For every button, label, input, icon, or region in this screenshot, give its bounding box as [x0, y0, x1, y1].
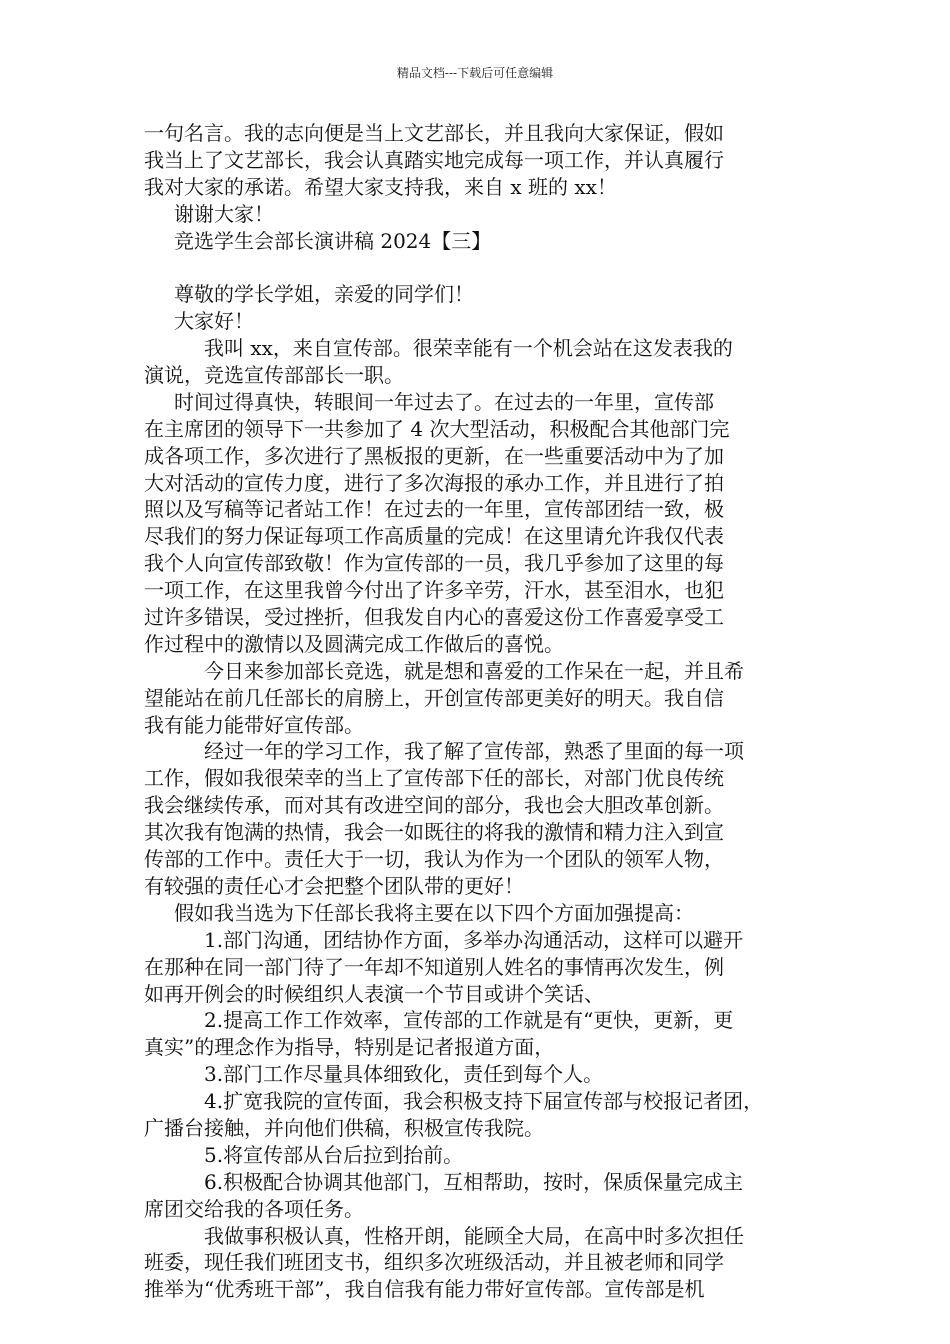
section-heading: 竞选学生会部长演讲稿 2024【三】 — [174, 228, 492, 253]
list-item: 2.提高工作工作效率，宣传部的工作就是有“更快，更新，更 — [204, 1008, 734, 1033]
list-item: 6.积极配合协调其他部门，互相帮助，按时，保质保量完成主 — [204, 1169, 744, 1194]
text-line: 我做事积极认真，性格开朗，能顾全大局，在高中时多次担任 — [204, 1223, 744, 1248]
text-line: 一项工作，在这里我曾今付出了许多辛劳，汗水，甚至泪水，也犯 — [144, 578, 724, 603]
text-line: 过许多错误，受过挫折，但我发自内心的喜爱这份工作喜爱享受工 — [144, 605, 724, 630]
text-line: 我会继续传承，而对其有改进空间的部分，我也会大胆改革创新。 — [144, 793, 724, 818]
text-line: 成各项工作，多次进行了黑板报的更新，在一些重要活动中为了加 — [144, 443, 724, 468]
text-line: 尽我们的努力保证每项工作高质量的完成！在这里请允许我仅代表 — [144, 524, 724, 549]
text-line: 望能站在前几任部长的肩膀上，开创宣传部更美好的明天。我自信 — [144, 685, 724, 710]
text-line: 有较强的责任心才会把整个团队带的更好！ — [144, 873, 524, 898]
text-line: 经过一年的学习工作，我了解了宣传部，熟悉了里面的每一项 — [204, 739, 744, 764]
list-item: 1.部门沟通，团结协作方面，多举办沟通活动，这样可以避开 — [204, 927, 744, 952]
text-line: 其次我有饱满的热情，我会一如既往的将我的激情和精力注入到宣 — [144, 820, 724, 845]
salutation: 尊敬的学长学姐，亲爱的同学们！ — [174, 282, 474, 307]
text-line: 广播台接触，并向他们供稿，积极宣传我院。 — [144, 1115, 544, 1140]
text-line: 谢谢大家！ — [174, 201, 274, 226]
list-item: 3.部门工作尽量具体细致化，责任到每个人。 — [204, 1062, 604, 1087]
text-line: 照以及写稿等记者站工作！在过去的一年里，宣传部团结一致，极 — [144, 497, 724, 522]
text-line: 在那种在同一部门待了一年却不知道别人姓名的事情再次发生，例 — [144, 954, 724, 979]
page-header: 精品文档---下载后可任意编辑 — [396, 66, 554, 80]
text-line: 如再开例会的时候组织人表演一个节目或讲个笑话、 — [144, 981, 604, 1006]
text-line: 今日来参加部长竞选，就是想和喜爱的工作呆在一起，并且希 — [204, 658, 744, 683]
list-item: 4.扩宽我院的宣传面，我会积极支持下届宣传部与校报记者团， — [204, 1089, 764, 1114]
text-line: 我对大家的承诺。希望大家支持我，来自 x 班的 xx！ — [144, 174, 617, 199]
text-line: 在主席团的领导下一共参加了 4 次大型活动，积极配合其他部门完 — [144, 416, 730, 441]
text-line: 作过程中的激情以及圆满完成工作做后的喜悦。 — [144, 631, 564, 656]
text-line: 我当上了文艺部长，我会认真踏实地完成每一项工作，并认真履行 — [144, 147, 724, 172]
text-line: 大对活动的宣传力度，进行了多次海报的承办工作，并且进行了拍 — [144, 470, 724, 495]
text-line: 一句名言。我的志向便是当上文艺部长，并且我向大家保证，假如 — [144, 121, 724, 145]
text-line: 我有能力能带好宣传部。 — [144, 712, 364, 737]
text-line: 推举为“优秀班干部”，我自信我有能力带好宣传部。宣传部是机 — [144, 1277, 705, 1302]
text-line: 班委，现任我们班团支书，组织多次班级活动，并且被老师和同学 — [144, 1250, 724, 1275]
text-line: 我叫 xx，来自宣传部。很荣幸能有一个机会站在这发表我的 — [204, 336, 733, 361]
text-line: 传部的工作中。责任大于一切，我认为作为一个团队的领军人物， — [144, 847, 724, 872]
text-line: 我个人向宣传部致敬！作为宣传部的一员，我几乎参加了这里的每 — [144, 551, 724, 576]
blank-line — [144, 254, 808, 281]
text-line: 真实”的理念作为指导，特别是记者报道方面， — [144, 1035, 555, 1060]
text-line: 假如我当选为下任部长我将主要在以下四个方面加强提高： — [174, 900, 694, 925]
text-line: 演说，竞选宣传部部长一职。 — [144, 363, 404, 388]
list-item: 5.将宣传部从台后拉到抬前。 — [204, 1142, 464, 1167]
greeting: 大家好！ — [174, 309, 254, 334]
text-line: 工作，假如我很荣幸的当上了宣传部下任的部长，对部门优良传统 — [144, 766, 724, 791]
text-line: 时间过得真快，转眼间一年过去了。在过去的一年里，宣传部 — [174, 389, 714, 414]
text-line: 席团交给我的各项任务。 — [144, 1196, 364, 1221]
document-body — [144, 120, 808, 1303]
